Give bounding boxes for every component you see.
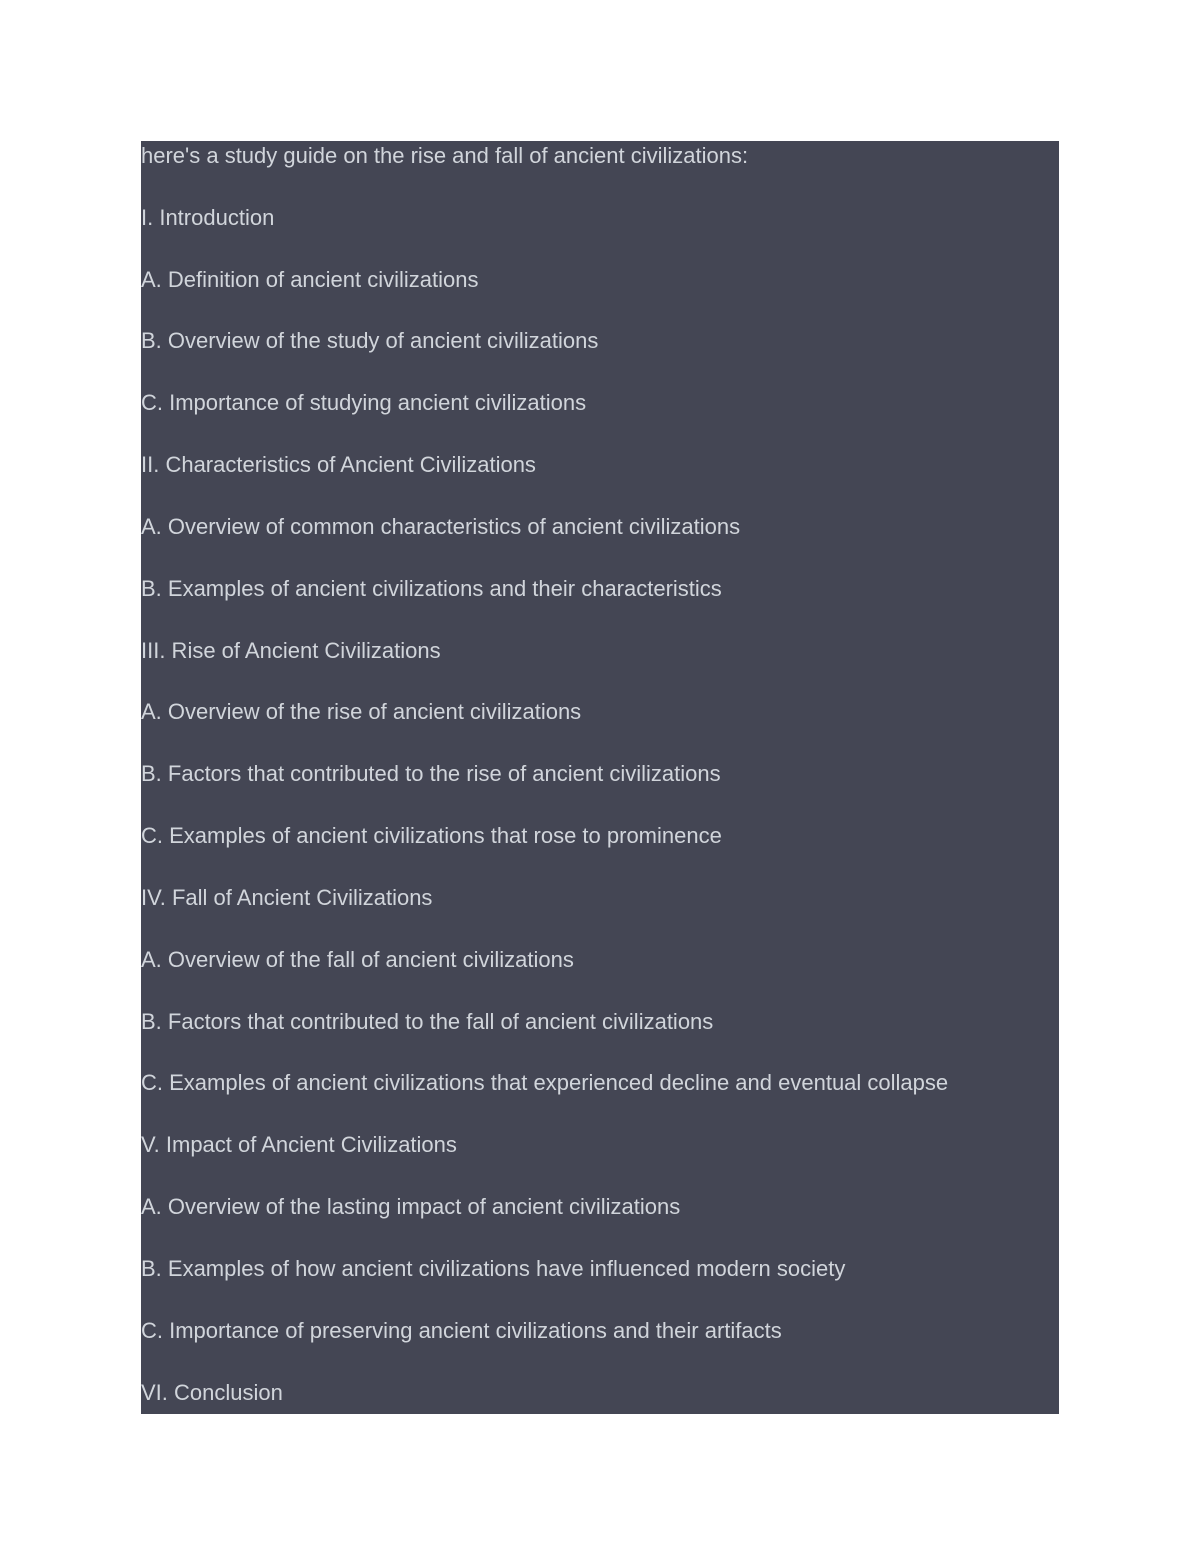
section-heading-rise: III. Rise of Ancient Civilizations [141,638,441,663]
section-heading-characteristics: II. Characteristics of Ancient Civilizations [141,452,536,477]
section-heading-fall: IV. Fall of Ancient Civilizations [141,885,433,910]
section-heading-conclusion: VI. Conclusion [141,1380,283,1405]
outline-item: C. Examples of ancient civilizations that experienced decline and eventual collapse [141,1070,949,1095]
outline-item: C. Importance of preserving ancient civilizations and their artifacts [141,1318,782,1343]
outline-item: A. Overview of the lasting impact of ancient civilizations [141,1194,681,1219]
outline-item: A. Overview of common characteristics of ancient civilizations [141,514,741,539]
outline-item: B. Overview of the study of ancient civilizations [141,328,599,353]
outline-item: B. Examples of ancient civilizations and their characteristics [141,576,722,601]
outline-item: A. Overview of the fall of ancient civilizations [141,947,574,972]
outline-item: C. Examples of ancient civilizations that rose to prominence [141,823,722,848]
study-guide-panel [141,141,1059,1414]
outline-item: C. Importance of studying ancient civilizations [141,390,587,415]
outline-item: B. Factors that contributed to the rise of ancient civilizations [141,761,721,786]
outline-item: B. Examples of how ancient civilizations have influenced modern society [141,1256,846,1281]
outline-item: A. Definition of ancient civilizations [141,267,479,292]
section-heading-introduction: I. Introduction [141,205,275,230]
outline-item: B. Factors that contributed to the fall of ancient civilizations [141,1009,714,1034]
outline-item: A. Overview of the rise of ancient civilizations [141,699,582,724]
section-heading-impact: V. Impact of Ancient Civilizations [141,1132,457,1157]
intro-sentence: here's a study guide on the rise and fall of ancient civilizations: [141,143,749,168]
